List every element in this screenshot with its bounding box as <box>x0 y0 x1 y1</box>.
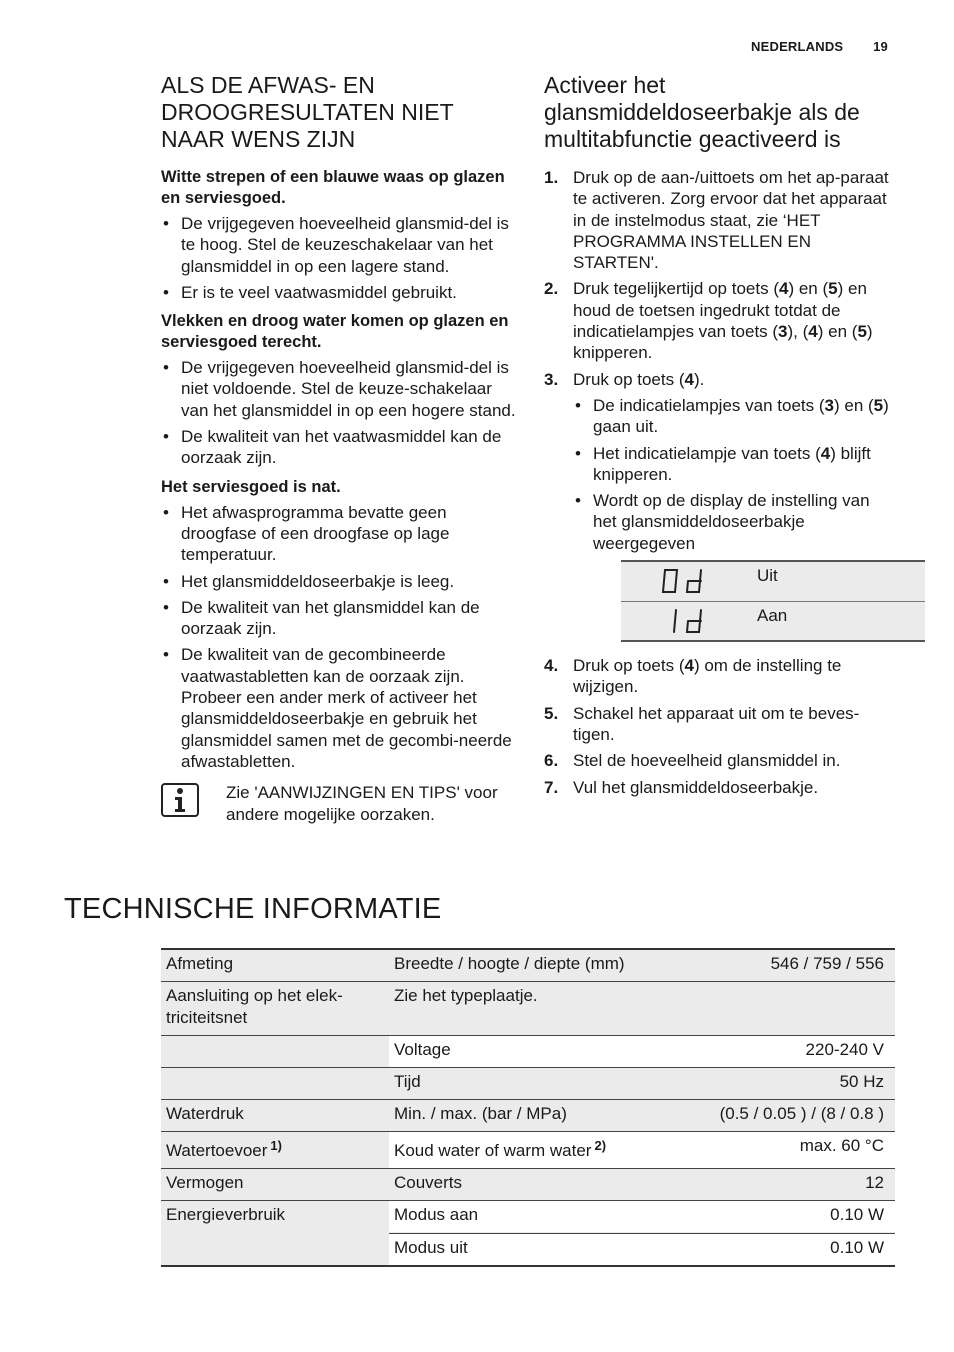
table-cell: Breedte / hoogte / diepte (mm) <box>389 950 641 981</box>
step-text: ) knipperen. <box>573 322 873 363</box>
table-cell: Couverts <box>389 1169 641 1200</box>
info-note <box>161 782 517 825</box>
table-cell: Aansluiting op het elek-triciteitsnet <box>161 982 389 1035</box>
step-text: Druk op toets ( <box>573 369 685 389</box>
left-column <box>161 72 517 825</box>
display-row-off <box>621 562 925 601</box>
footnote-marker: 1) <box>270 1138 282 1153</box>
cell-text: Watertoevoer <box>166 1141 268 1160</box>
table-cell: 0.10 W <box>641 1201 895 1232</box>
table-row <box>161 1232 895 1265</box>
step-number: 3. <box>544 369 559 389</box>
list-item: • Er is te veel vaatwasmiddel gebruikt. <box>161 282 517 303</box>
list-item: • De kwaliteit van het vaatwasmiddel kan de oorzaak zijn. <box>161 426 517 469</box>
right-column <box>544 72 896 803</box>
step-text: ) en houd de toetsen ingedrukt totdat de indicatielampjes van toets ( <box>573 279 867 342</box>
table-cell: 546 / 759 / 556 <box>641 950 895 981</box>
display-row-on <box>621 601 925 640</box>
table-cell <box>641 982 895 1035</box>
table-row <box>161 1131 895 1168</box>
list-item: • De vrijgegeven hoeveelheid glansmid-del is niet voldoende. Stel de keuze-schakelaar van het glansmiddel in op een hogere stand. <box>161 357 517 421</box>
table-cell: Energieverbruik <box>161 1201 389 1232</box>
table-row <box>161 1067 895 1099</box>
step-number: 7. <box>544 777 559 797</box>
step-text: Druk op de aan-/uittoets om het ap-paraat te activeren. Zorg ervoor dat het apparaat in de instelmodus staat, zie ‘HET PROGRAMMA INSTELLEN EN STARTEN'. <box>573 168 889 273</box>
step-number: 1. <box>544 168 559 187</box>
display-label-on: Aan <box>757 606 788 626</box>
info-icon <box>161 783 199 817</box>
step-item <box>544 750 896 771</box>
sub-text: ) blijft knipperen. <box>593 443 871 484</box>
table-cell: 12 <box>641 1169 895 1200</box>
step-text: ). <box>693 369 705 389</box>
tech-info-table <box>161 948 895 1267</box>
list-white-streaks <box>161 213 517 303</box>
display-label-off: Uit <box>757 566 778 586</box>
list-item: • Het glansmiddeldoseerbakje is leeg. <box>161 571 517 592</box>
steps-list <box>544 167 896 798</box>
key-number: 3 <box>778 322 788 342</box>
step-item <box>544 278 896 363</box>
table-cell: Min. / max. (bar / MPa) <box>389 1100 641 1131</box>
sub-text: De indicatielampjes van toets ( <box>593 395 825 415</box>
step-text: Druk op toets ( <box>573 656 685 676</box>
step-item <box>544 777 896 798</box>
step-item <box>544 655 896 698</box>
table-cell: Zie het typeplaatje. <box>389 982 641 1035</box>
list-item: • Wordt op de display de instelling van het glansmiddeldoseerbakje weergegeven <box>573 490 896 554</box>
key-number: 4 <box>684 656 694 676</box>
table-cell: 0.10 W <box>641 1233 895 1265</box>
step-number: 2. <box>544 279 559 299</box>
step-text: Vul het glansmiddeldoseerbakje. <box>573 777 819 797</box>
table-cell: Voltage <box>389 1036 641 1067</box>
step-number: 6. <box>544 751 559 771</box>
table-row <box>161 1200 895 1232</box>
table-row <box>161 1035 895 1067</box>
step-text: ), ( <box>787 322 809 342</box>
step-item <box>544 167 896 273</box>
sub-text: ) en ( <box>833 395 874 415</box>
page-number: 19 <box>873 39 888 54</box>
table-cell: Waterdruk <box>161 1100 389 1131</box>
table-cell <box>161 1233 389 1265</box>
step-item <box>544 703 896 746</box>
list-wet-dishes <box>161 502 517 773</box>
troubleshooting-heading: ALS DE AFWAS- EN DROOGRESULTATEN NIET NAAR WENS ZIJN <box>161 72 454 152</box>
seven-segment-0d-icon <box>661 568 705 594</box>
list-item: • Het afwasprogramma bevatte geen droogfase of een droogfase op lage temperatuur. <box>161 502 517 566</box>
list-item: • De vrijgegeven hoeveelheid glansmid-del is te hoog. Stel de keuzeschakelaar van het glansmiddel in op een lagere stand. <box>161 213 517 277</box>
table-cell <box>389 1132 641 1168</box>
step-item <box>544 369 896 642</box>
table-row <box>161 1099 895 1131</box>
list-stains <box>161 357 517 468</box>
step-text: ) en ( <box>817 322 858 342</box>
tech-info-title: TECHNISCHE INFORMATIE <box>64 893 442 925</box>
table-cell: Modus aan <box>389 1201 641 1232</box>
table-cell: Modus uit <box>389 1233 641 1265</box>
table-row <box>161 950 895 981</box>
table-row <box>161 981 895 1035</box>
list-item <box>573 443 896 486</box>
table-cell <box>161 1068 389 1099</box>
language-label: NEDERLANDS <box>751 39 844 54</box>
table-cell: (0.5 / 0.05 ) / (8 / 0.8 ) <box>641 1100 895 1131</box>
table-cell: Vermogen <box>161 1169 389 1200</box>
subhead-white-streaks: Witte strepen of een blauwe waas op glazen en serviesgoed. <box>161 168 505 207</box>
segment-display-0d <box>621 562 757 599</box>
step-text: Schakel het apparaat uit om te beves-tigen. <box>573 703 860 744</box>
subhead-stains: Vlekken en droog water komen op glazen en serviesgoed terecht. <box>161 312 509 352</box>
step-text: ) om de instelling te wijzigen. <box>573 656 842 697</box>
activate-heading: Activeer het glansmiddeldoseerbakje als de multitabfunctie geactiveerd is <box>544 72 860 152</box>
segment-display-1d <box>621 602 757 639</box>
step-text: Stel de hoeveelheid glansmiddel in. <box>573 751 841 771</box>
list-item: • De kwaliteit van het glansmiddel kan de oorzaak zijn. <box>161 597 517 640</box>
step-sub-list <box>573 395 896 554</box>
seven-segment-1d-icon <box>661 608 705 634</box>
list-item <box>573 395 896 438</box>
table-cell: max. 60 °C <box>641 1132 895 1168</box>
key-number: 3 <box>824 395 834 415</box>
cell-text: Koud water of warm water <box>394 1141 592 1160</box>
sub-text: Het indicatielampje van toets ( <box>593 443 821 463</box>
table-cell: 220-240 V <box>641 1036 895 1067</box>
key-number: 4 <box>808 322 818 342</box>
table-cell <box>161 1036 389 1067</box>
display-settings-table <box>621 560 925 642</box>
table-cell: Tijd <box>389 1068 641 1099</box>
key-number: 4 <box>820 443 831 463</box>
key-number: 4 <box>778 279 789 299</box>
step-number: 4. <box>544 656 559 676</box>
key-number: 4 <box>684 369 694 389</box>
table-cell: 50 Hz <box>641 1068 895 1099</box>
table-cell: Afmeting <box>161 950 389 981</box>
key-number: 5 <box>857 322 867 342</box>
table-cell <box>161 1132 389 1168</box>
step-text: ) en ( <box>788 279 829 299</box>
step-text: Druk tegelijkertijd op toets ( <box>573 279 779 299</box>
key-number: 5 <box>873 395 884 415</box>
step-number: 5. <box>544 703 559 723</box>
sub-text: ) gaan uit. <box>593 395 889 437</box>
info-note-text: Zie 'AANWIJZINGEN EN TIPS' voor andere mogelijke oorzaken. <box>226 783 498 824</box>
list-item: • De kwaliteit van de gecombineerde vaatwastabletten kan de oorzaak zijn. Probeer een ander merk of activeer het glansmiddeldoseerbakje en gebruik het glansmiddel samen met de gecombi-neerde afwastabletten. <box>161 644 517 772</box>
table-row <box>161 1168 895 1200</box>
key-number: 5 <box>828 279 838 299</box>
page-header <box>751 39 888 54</box>
footnote-marker: 2) <box>594 1138 607 1153</box>
subhead-wet-dishes: Het serviesgoed is nat. <box>161 477 341 496</box>
